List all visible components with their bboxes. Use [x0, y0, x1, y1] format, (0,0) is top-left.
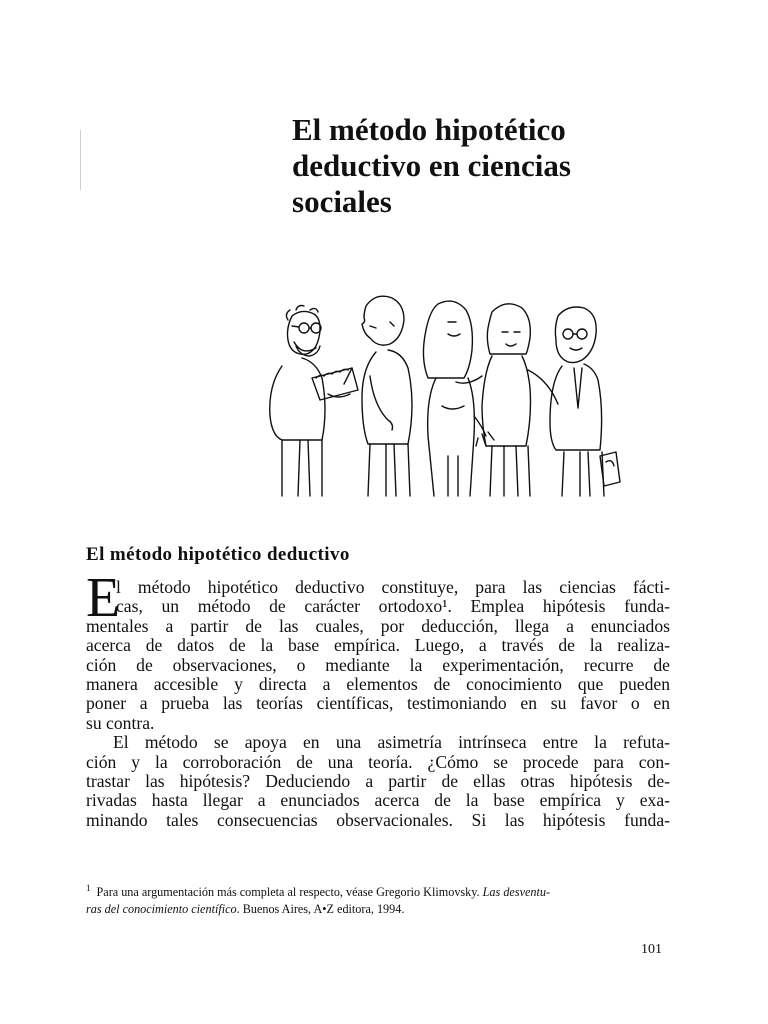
- chapter-title-line: deductivo en ciencias: [292, 148, 571, 183]
- scan-edge-mark: [80, 130, 81, 190]
- man-with-glasses-figure: [550, 307, 620, 496]
- body-line: ción y la corroboración de una teoría. ¿Cómo se procede para con-: [86, 751, 670, 772]
- woman-long-hair-figure: [423, 301, 494, 496]
- group-of-people-illustration: [252, 286, 642, 502]
- body-line: mentales a partir de las cuales, por deducción, llega a enunciados: [86, 615, 670, 636]
- body-line: manera accesible y directa a elementos de conocimiento que pueden: [86, 673, 670, 694]
- page-number: 101: [641, 942, 662, 957]
- footnote-line: [86, 880, 670, 901]
- footnote-text: Para una argumentación más completa al respecto, véase Gregorio Klimovsky.: [96, 885, 483, 900]
- drop-cap: E: [86, 567, 121, 629]
- footnote-book-title: Las desventu-: [482, 885, 551, 900]
- body-paragraphs: [86, 578, 670, 830]
- body-line: ción de observaciones, o mediante la experimentación, recurre de: [86, 654, 670, 675]
- chapter-title: [292, 112, 712, 220]
- footnote-book-title: ras del conocimiento científico: [86, 902, 237, 917]
- footnote-marker: 1: [86, 883, 91, 893]
- body-line: El método se apoya en una asimetría intrínseca entre la refuta-: [113, 732, 670, 753]
- body-line: cas, un método de carácter ortodoxo¹. Emplea hipótesis funda-: [116, 596, 670, 617]
- footnote-text: . Buenos Aires, A•Z editora, 1994.: [236, 902, 405, 917]
- chapter-title-line: sociales: [292, 184, 392, 219]
- footnote: [86, 880, 670, 918]
- man-in-profile-figure: [362, 296, 412, 496]
- body-line: poner a prueba las teorías científicas, testimoniando en su favor o en: [86, 693, 670, 714]
- section-heading: El método hipotético deductivo: [86, 544, 350, 565]
- chapter-title-line: El método hipotético: [292, 112, 566, 147]
- body-line: acerca de datos de la base empírica. Luego, a través de la realiza-: [86, 635, 670, 656]
- body-line: rivadas hasta llegar a enunciados acerca de la base empírica y exa-: [86, 790, 670, 811]
- body-line: trastar las hipótesis? Deduciendo a partir de ellas otras hipótesis de-: [86, 770, 670, 791]
- body-line: su contra.: [86, 712, 155, 733]
- bearded-man-figure: [270, 306, 358, 497]
- footnote-line: [86, 901, 670, 918]
- body-line: minando tales consecuencias observacionales. Si las hipótesis funda-: [86, 809, 670, 830]
- body-line: l método hipotético deductivo constituye, para las ciencias fácti-: [116, 577, 670, 597]
